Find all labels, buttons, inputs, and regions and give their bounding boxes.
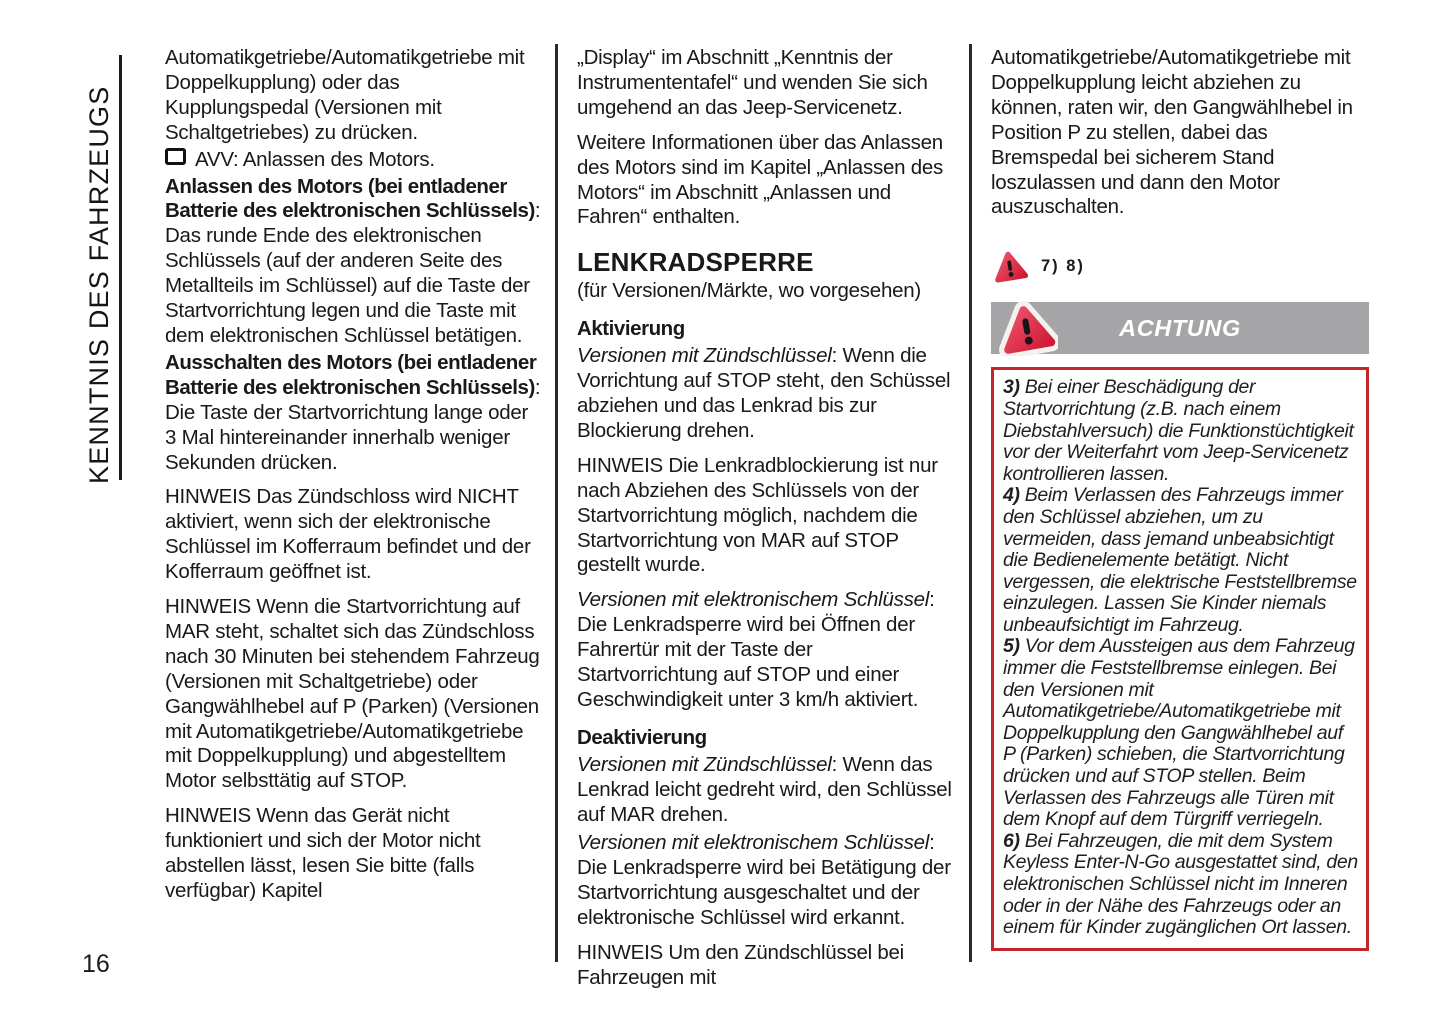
paragraph: Ausschalten des Motors (bei entladener Batterie des elektronischen Schlüssels): Die Taste der Startvorrichtung lange oder 3 Mal hintereinander innerhalb weniger Sekunden drücken. bbox=[165, 350, 541, 474]
page-number: 16 bbox=[82, 950, 110, 978]
warning-box bbox=[991, 367, 1369, 950]
paragraph: HINWEIS Wenn das Gerät nicht funktioniert und sich der Motor nicht abstellen lässt, lesen Sie bitte (falls verfügbar) Kapitel bbox=[165, 804, 481, 902]
warning-box-items bbox=[1003, 377, 1358, 938]
paragraph: HINWEIS Die Lenkradblockierung ist nur nach Abziehen des Schlüssels von der Startvorrichtung möglich, nachdem die Startvorrichtung von MAR auf STOP gestellt wurde. bbox=[577, 453, 938, 577]
warning-item: 3) Bei einer Beschädigung der Startvorrichtung (z.B. nach einem Diebstahlversuch) die Funktionstüchtigkeit vor der Weiterfahrt vom Jeep-Servicenetz kontrollieren lassen. bbox=[1003, 376, 1354, 485]
paragraph: HINWEIS Wenn die Startvorrichtung auf MAR steht, schaltet sich das Zündschloss nach 30 Minuten bei stehendem Fahrzeug (Versionen mit Schaltgetriebe) oder Gangwählhebel auf P (Parken) (Versionen mit Automatikgetriebe/Automatikgetriebe mit Doppelkupplung) und abgestelltem Motor selbsttätig auf STOP. bbox=[165, 595, 540, 793]
sub-heading: Aktivierung bbox=[577, 317, 685, 341]
paragraph: Versionen mit Zündschlüssel: Wenn die Vorrichtung auf STOP steht, den Schüssel abziehen und das Lenkrad bis zur Blockierung drehen. bbox=[577, 344, 951, 442]
paragraph: HINWEIS Um den Zündschlüssel bei Fahrzeugen mit bbox=[577, 941, 904, 989]
paragraph: Versionen mit elektronischem Schlüssel: Die Lenkradsperre wird bei Öffnen der Fahrertür mit der Taste der Startvorrichtung auf STOP und einer Geschwindigkeit unter 3 km/h aktiviert. bbox=[577, 588, 935, 711]
warning-title: ACHTUNG bbox=[1119, 314, 1241, 341]
warning-item: 6) Bei Fahrzeugen, die mit dem System Keyless Enter-N-Go ausgestattet sind, den elektronischen Schlüssel nicht im Inneren oder in der Nähe des Fahrzeugs oder an einem für Kinder zugänglichen Ort lassen. bbox=[1003, 829, 1358, 939]
column-3 bbox=[991, 46, 1369, 951]
column-divider bbox=[555, 44, 558, 962]
paragraph: „Display“ im Abschnitt „Kenntnis der Instrumententafel“ und wenden Sie sich umgehend an das Jeep-Servicenetz. bbox=[577, 46, 928, 119]
avv-symbol-icon bbox=[165, 148, 186, 165]
paragraph: Automatikgetriebe/Automatikgetriebe mit Doppelkupplung) oder das Kupplungspedal (Versionen mit Schaltgetriebes) zu drücken. bbox=[165, 46, 525, 144]
sub-heading: Deaktivierung bbox=[577, 725, 707, 749]
paragraph: (für Versionen/Märkte, wo vorgesehen) bbox=[577, 279, 921, 303]
paragraph: AVV: Anlassen des Motors. bbox=[165, 148, 543, 173]
sidebar-rule bbox=[119, 55, 122, 480]
column-3-text bbox=[991, 46, 1369, 220]
paragraph: Weitere Informationen über das Anlassen des Motors sind im Kapitel „Anlassen des Motors“ im Abschnitt „Anlassen und Fahren“ enthalten. bbox=[577, 130, 944, 229]
warning-refs-line bbox=[991, 248, 1369, 284]
paragraph: Versionen mit elektronischem Schlüssel: Die Lenkradsperre wird bei Betätigung der Startvorrichtung ausgeschaltet und der elektronische Schlüssel wird erkannt. bbox=[577, 831, 951, 930]
chapter-title-vertical: KENNTNIS DES FAHRZEUGS bbox=[84, 85, 114, 484]
paragraph: Anlassen des Motors (bei entladener Batterie des elektronischen Schlüssels): Das runde Ende des elektronischen Schlüssels (auf der anderen Seite des Metallteils im Schlüssel) auf die Taste der Startvorrichtung legen und die Taste mit dem elektronischen Schlüssel betätigen. bbox=[165, 174, 541, 347]
warning-triangle-icon bbox=[991, 249, 1029, 283]
warning-item: 4) Beim Verlassen des Fahrzeugs immer den Schlüssel abziehen, um zu vermeiden, dass jemand unbeabsichtigt die Bedienelemente betätigt. Nicht vergessen, die elektrische Feststellbremse einzulegen. Lassen Sie Kinder niemals unbeaufsichtigt im Fahrzeug. bbox=[1003, 484, 1357, 636]
column-divider bbox=[969, 44, 972, 962]
column-2 bbox=[577, 46, 955, 991]
warning-item: 5) Vor dem Aussteigen aus dem Fahrzeug immer die Feststellbremse einlegen. Bei den Versionen mit Automatikgetriebe/Automatikgetriebe mit Doppelkupplung den Gangwählhebel auf P (Parken) schieben, die Startvorrichtung drücken und auf STOP stellen. Beim Verlassen des Fahrzeugs alle Türen mit dem Knopf auf dem Türgriff verriegeln. bbox=[1003, 635, 1355, 831]
warning-ref-numbers: 7) 8) bbox=[1041, 256, 1085, 275]
section-heading: LENKRADSPERRE bbox=[577, 247, 814, 278]
column-1 bbox=[165, 46, 543, 904]
warning-header bbox=[991, 302, 1369, 354]
paragraph: Automatikgetriebe/Automatikgetriebe mit Doppelkupplung leicht abziehen zu können, raten wir, den Gangwählhebel in Position P zu stellen, dabei das Bremspedal bei sicherem Stand loszulassen und dann den Motor auszuschalten. bbox=[991, 46, 1353, 219]
paragraph: HINWEIS Das Zündschloss wird NICHT aktiviert, wenn sich der elektronische Schlüssel im Kofferraum befindet und der Kofferraum geöffnet ist. bbox=[165, 485, 531, 584]
paragraph: Versionen mit Zündschlüssel: Wenn das Lenkrad leicht gedreht wird, den Schlüssel auf MAR drehen. bbox=[577, 752, 952, 826]
